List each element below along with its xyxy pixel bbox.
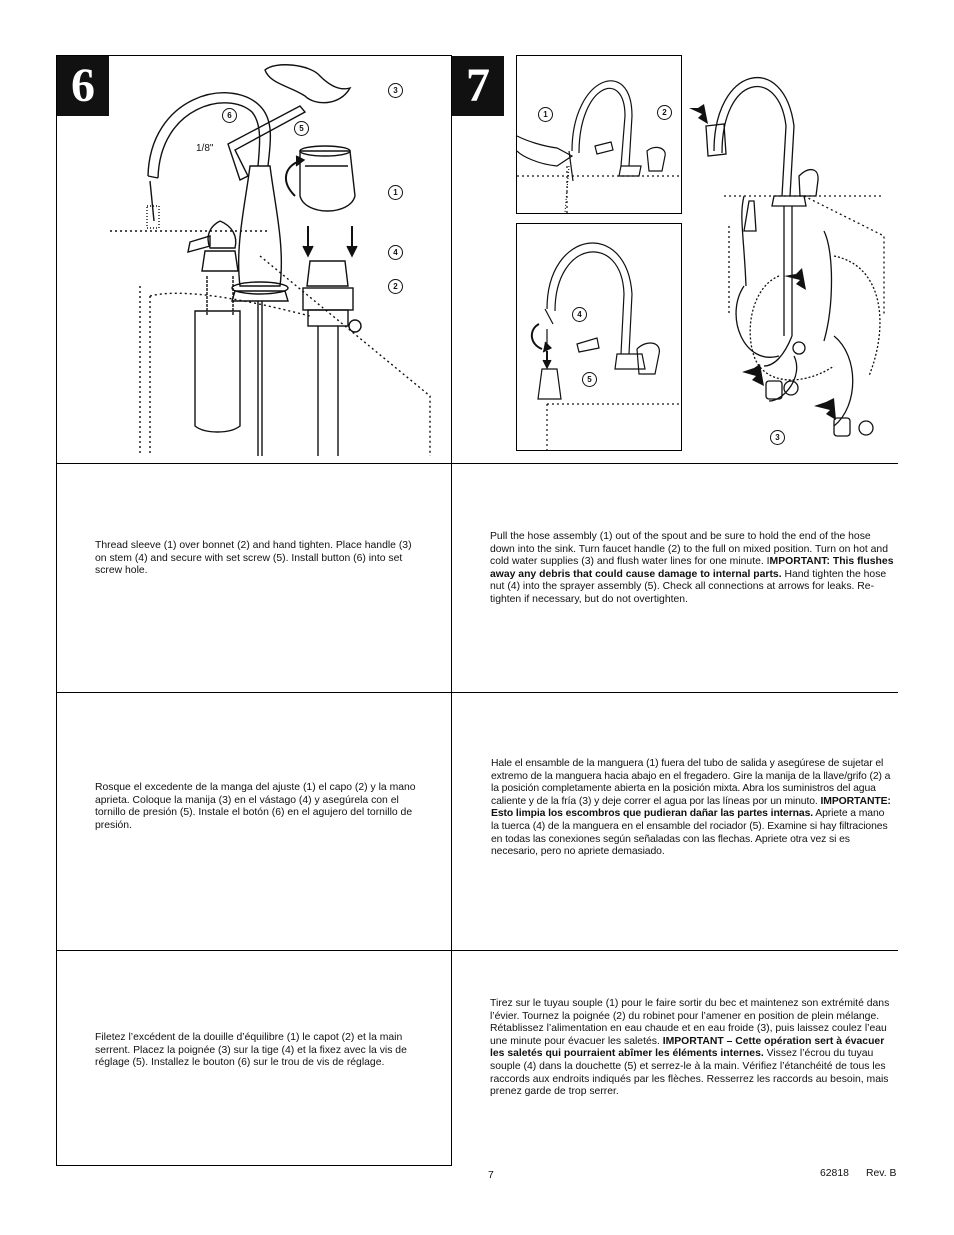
callout-2: 2	[388, 279, 403, 294]
step-6-text-french: Filetez l’excédent de la douille d’équilibre (1) le capot (2) et la main serrent. Placez la poignée (3) sur la tige (4) et la fixez avec la vis de réglage (5). Installez le bouton (6) sur le trou de vis de réglage.	[95, 1032, 407, 1069]
row-divider-1	[56, 463, 898, 464]
step-6-number: 6	[57, 56, 109, 116]
callout-1: 1	[388, 185, 403, 200]
callout-3: 3	[388, 83, 403, 98]
center-divider	[451, 55, 452, 1165]
step-7-inset-bottom	[516, 223, 682, 451]
callout-4: 4	[388, 245, 403, 260]
row-divider-3	[56, 950, 898, 951]
revision-label: Rev. B	[866, 1168, 897, 1179]
step-6-text-english: Thread sleeve (1) over bonnet (2) and hand tighten. Place handle (3) on stem (4) and secure with set screw (5). Install button (6) into set screw hole.	[95, 540, 412, 577]
step-7-text-french: Tirez sur le tuyau souple (1) pour le faire sortir du bec et maintenez son extrémité dans l’évier. Tournez la poignée (2) du robinet pour l’amener en position de plein mélange. Rétablissez l’alimentation en eau chaude et en eau froide (3), puis laissez coulez l’eau une minute pour évacuer les saletés. IMPORTANT – Cette opération sert à évacuer les saletés qui pourraient abîmer les éléments internes. Vissez l’écrou du tuyau souple (4) dans la douchette (5) et serrez-le à la main. Vérifiez l’étanchéité de tous les raccords aux endroits indiqués par les flèches. Resserrez les raccords au besoin, mais prenez garde de trop serrer.	[490, 998, 890, 1098]
tool-size-label: 1/8"	[196, 143, 214, 154]
document-number: 62818	[820, 1168, 849, 1179]
step-6-text-spanish: Rosque el excedente de la manga del ajuste (1) el capo (2) y la mano aprieta. Coloque la manija (3) en el vástago (4) y asegúrela con el tornillo de presión (5). Instale el botón (6) en el agujero del tornillo de presión.	[95, 782, 416, 831]
callout-3: 3	[770, 430, 785, 445]
bottom-border	[56, 1165, 452, 1166]
page-number: 7	[488, 1170, 494, 1181]
row-divider-2	[56, 692, 898, 693]
step-7-text-spanish: Hale el ensamble de la manguera (1) fuera del tubo de salida y asegúrese de sujetar el extremo de la manguera hacia abajo en el fregadero. Gire la manija de la llave/grifo (2) a la posición completamente abierta en la posición mixta. Abra los suministros del agua caliente y de la fría (3) y deje correr el agua por las líneas por un minuto. IMPORTANTE: Esto limpia los escombros que pudieran dañar las partes internas. Apriete a mano la tuerca (4) de la manguera en el ensamble del rociador (5). Examine si hay filtraciones en todas las conexiones según señaladas con las flechas. Apriete otra vez si es necesario, pero no apriete demasiado.	[491, 758, 891, 858]
step-7-text-english: Pull the hose assembly (1) out of the spout and be sure to hold the end of the hose down into the sink. Turn faucet handle (2) to the full on mixed position. Turn on hot and cold water supplies (3) and flush water lines for one minute. IMPORTANT: This flushes away any debris that could cause damage to internal parts. Hand tighten the hose nut (4) into the sprayer assembly (5). Check all connections at arrows for leaks. Re-tighten if necessary, but do not overtighten.	[490, 531, 894, 605]
left-border	[56, 55, 57, 1165]
callout-2: 2	[657, 105, 672, 120]
callout-5: 5	[582, 372, 597, 387]
callout-6: 6	[222, 108, 237, 123]
callout-4: 4	[572, 307, 587, 322]
step-7-main-illustration	[684, 56, 899, 451]
callout-5: 5	[294, 121, 309, 136]
step-7-inset-top	[516, 55, 682, 214]
step-7-number: 7	[452, 56, 504, 116]
callout-1: 1	[538, 107, 553, 122]
